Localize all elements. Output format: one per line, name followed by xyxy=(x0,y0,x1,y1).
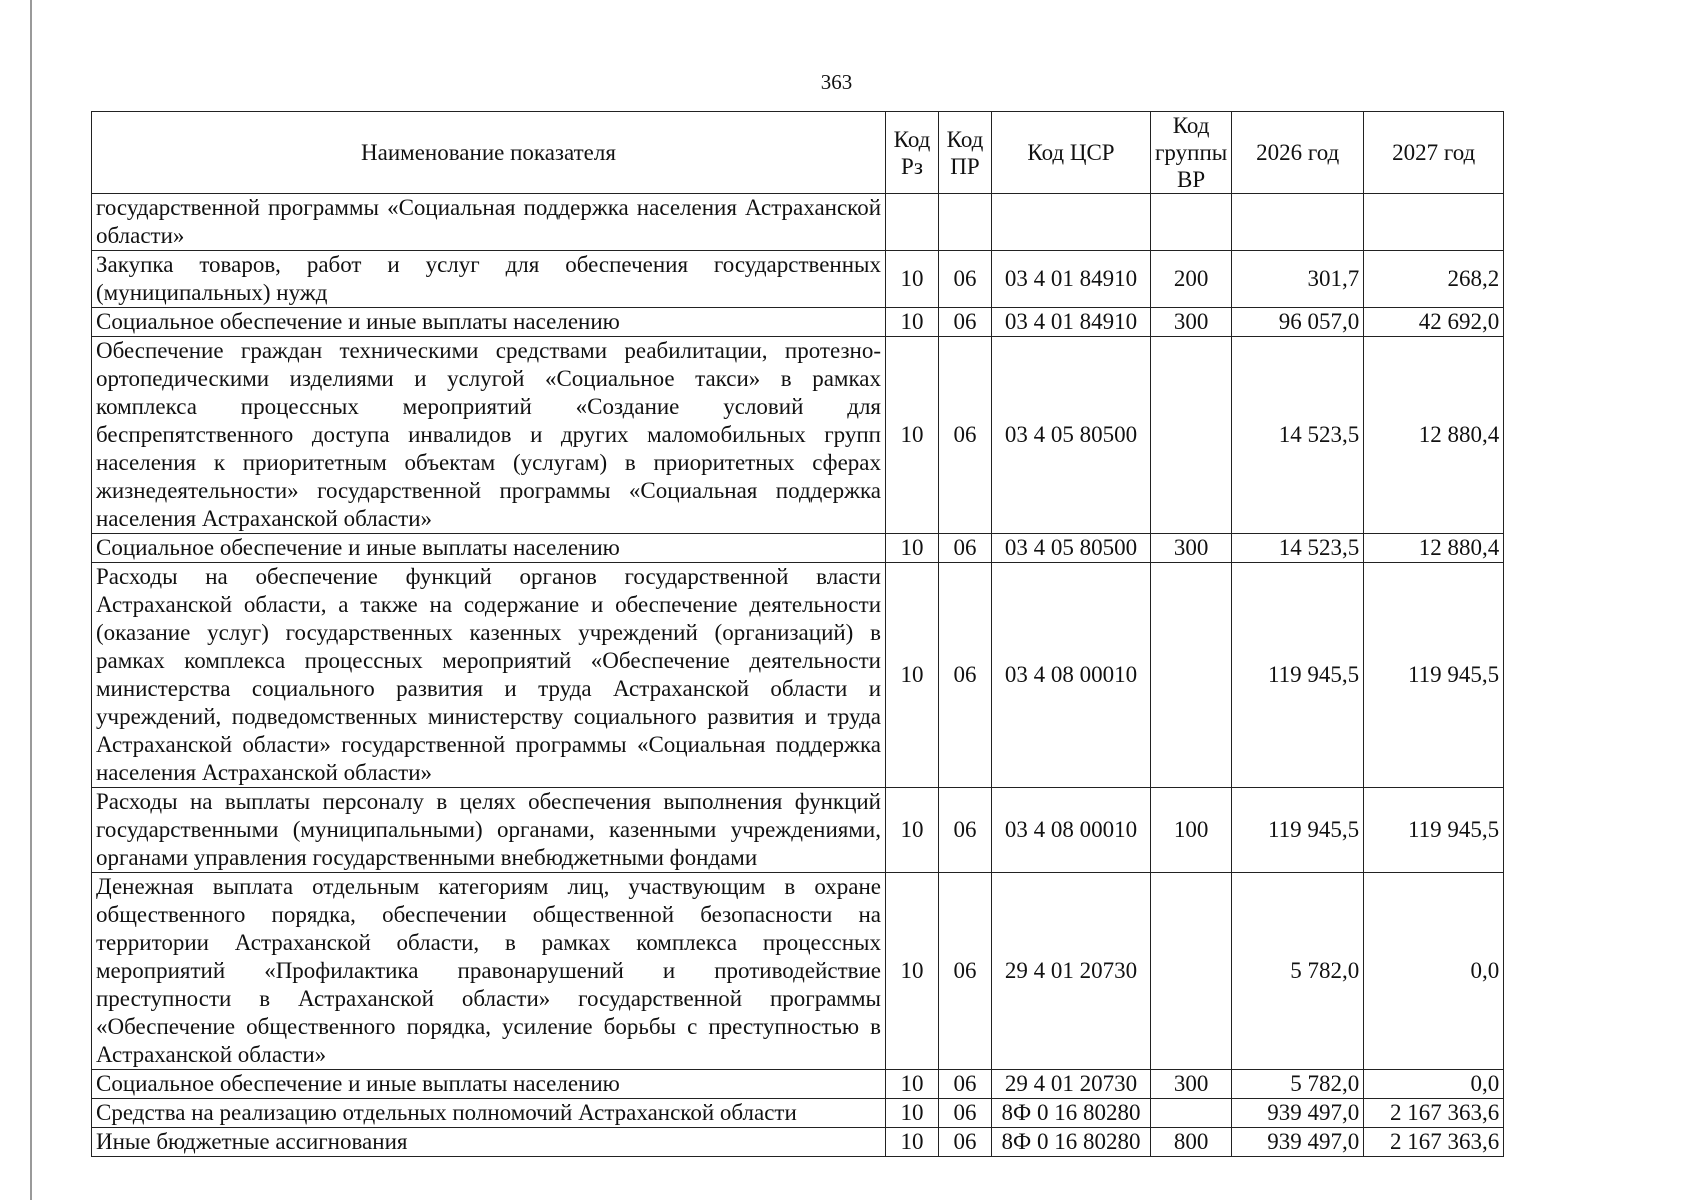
table-row xyxy=(92,308,1504,337)
cell-pr: 06 xyxy=(939,788,992,873)
cell-pr: 06 xyxy=(939,308,992,337)
cell-rz: 10 xyxy=(886,308,939,337)
cell-vr: 800 xyxy=(1151,1128,1232,1157)
table-row xyxy=(92,534,1504,563)
cell-rz: 10 xyxy=(886,1128,939,1157)
cell-rz: 10 xyxy=(886,251,939,308)
cell-2026: 14 523,5 xyxy=(1232,534,1364,563)
table-row xyxy=(92,1070,1504,1099)
cell-pr: 06 xyxy=(939,1070,992,1099)
cell-rz: 10 xyxy=(886,534,939,563)
header-2027: 2027 год xyxy=(1364,112,1504,194)
cell-pr: 06 xyxy=(939,251,992,308)
cell-vr: 100 xyxy=(1151,788,1232,873)
cell-pr: 06 xyxy=(939,337,992,534)
cell-vr xyxy=(1151,563,1232,788)
cell-vr xyxy=(1151,873,1232,1070)
cell-csr: 03 4 05 80500 xyxy=(992,534,1151,563)
table-row xyxy=(92,563,1504,788)
cell-rz: 10 xyxy=(886,873,939,1070)
table-row xyxy=(92,194,1504,251)
cell-2027: 2 167 363,6 xyxy=(1364,1099,1504,1128)
cell-name: Закупка товаров, работ и услуг для обеспечения государственных (муниципальных) нужд xyxy=(92,251,886,308)
cell-pr xyxy=(939,194,992,251)
cell-pr: 06 xyxy=(939,873,992,1070)
cell-csr: 03 4 08 00010 xyxy=(992,788,1151,873)
table-row xyxy=(92,337,1504,534)
header-vr: Код группы ВР xyxy=(1151,112,1232,194)
cell-csr: 29 4 01 20730 xyxy=(992,1070,1151,1099)
cell-csr: 8Ф 0 16 80280 xyxy=(992,1099,1151,1128)
cell-2026: 939 497,0 xyxy=(1232,1099,1364,1128)
cell-vr xyxy=(1151,1099,1232,1128)
header-pr: Код ПР xyxy=(939,112,992,194)
cell-2026: 5 782,0 xyxy=(1232,873,1364,1070)
cell-2026: 96 057,0 xyxy=(1232,308,1364,337)
cell-pr: 06 xyxy=(939,1099,992,1128)
cell-2027: 0,0 xyxy=(1364,1070,1504,1099)
cell-2027: 12 880,4 xyxy=(1364,337,1504,534)
cell-rz: 10 xyxy=(886,1070,939,1099)
cell-name: Социальное обеспечение и иные выплаты населению xyxy=(92,534,886,563)
cell-2027: 119 945,5 xyxy=(1364,788,1504,873)
page-number: 363 xyxy=(820,70,853,94)
cell-csr: 03 4 01 84910 xyxy=(992,308,1151,337)
cell-csr: 8Ф 0 16 80280 xyxy=(992,1128,1151,1157)
cell-2026: 301,7 xyxy=(1232,251,1364,308)
cell-2027: 0,0 xyxy=(1364,873,1504,1070)
cell-name: Денежная выплата отдельным категориям лиц, участвующим в охране общественного порядка, обеспечении общественной безопасности на территории Астраханской области, в рамках комплекса процессных мероприятий «Профилактика правонарушений и противодействие преступности в Астраханской области» государственной программы «Обеспечение общественного порядка, усиление борьбы с преступностью в Астраханской области» xyxy=(92,873,886,1070)
cell-2026 xyxy=(1232,194,1364,251)
cell-2026: 939 497,0 xyxy=(1232,1128,1364,1157)
table-row xyxy=(92,1128,1504,1157)
cell-2026: 5 782,0 xyxy=(1232,1070,1364,1099)
cell-rz: 10 xyxy=(886,337,939,534)
cell-csr xyxy=(992,194,1151,251)
cell-rz: 10 xyxy=(886,563,939,788)
cell-vr: 300 xyxy=(1151,534,1232,563)
cell-2026: 119 945,5 xyxy=(1232,788,1364,873)
cell-pr: 06 xyxy=(939,563,992,788)
cell-name: Расходы на выплаты персоналу в целях обеспечения выполнения функций государственными (муниципальными) органами, казенными учреждениями, органами управления государственными внебюджетными фондами xyxy=(92,788,886,873)
cell-vr: 300 xyxy=(1151,1070,1232,1099)
cell-pr: 06 xyxy=(939,1128,992,1157)
table-row xyxy=(92,873,1504,1070)
cell-2027: 12 880,4 xyxy=(1364,534,1504,563)
cell-2027: 42 692,0 xyxy=(1364,308,1504,337)
cell-csr: 03 4 05 80500 xyxy=(992,337,1151,534)
header-2026: 2026 год xyxy=(1232,112,1364,194)
cell-rz xyxy=(886,194,939,251)
cell-vr xyxy=(1151,337,1232,534)
cell-2027: 268,2 xyxy=(1364,251,1504,308)
cell-csr: 29 4 01 20730 xyxy=(992,873,1151,1070)
cell-name: государственной программы «Социальная поддержка населения Астраханской области» xyxy=(92,194,886,251)
cell-name: Расходы на обеспечение функций органов государственной власти Астраханской области, а также на содержание и обеспечение деятельности (оказание услуг) государственных казенных учреждений (организаций) в рамках комплекса процессных мероприятий «Обеспечение деятельности министерства социального развития и труда Астраханской области и учреждений, подведомственных министерству социального развития и труда Астраханской области» государственной программы «Социальная поддержка населения Астраханской области» xyxy=(92,563,886,788)
cell-pr: 06 xyxy=(939,534,992,563)
table-row xyxy=(92,251,1504,308)
cell-csr: 03 4 08 00010 xyxy=(992,563,1151,788)
cell-name: Иные бюджетные ассигнования xyxy=(92,1128,886,1157)
cell-2026: 119 945,5 xyxy=(1232,563,1364,788)
cell-rz: 10 xyxy=(886,788,939,873)
cell-2027 xyxy=(1364,194,1504,251)
cell-name: Социальное обеспечение и иные выплаты населению xyxy=(92,1070,886,1099)
cell-vr xyxy=(1151,194,1232,251)
scan-margin-line xyxy=(30,0,32,1200)
cell-name: Социальное обеспечение и иные выплаты населению xyxy=(92,308,886,337)
header-rz: Код Рз xyxy=(886,112,939,194)
cell-name: Средства на реализацию отдельных полномочий Астраханской области xyxy=(92,1099,886,1128)
header-name: Наименование показателя xyxy=(92,112,886,194)
cell-2027: 2 167 363,6 xyxy=(1364,1128,1504,1157)
cell-vr: 200 xyxy=(1151,251,1232,308)
table-row xyxy=(92,1099,1504,1128)
cell-csr: 03 4 01 84910 xyxy=(992,251,1151,308)
cell-2026: 14 523,5 xyxy=(1232,337,1364,534)
header-csr: Код ЦСР xyxy=(992,112,1151,194)
cell-2027: 119 945,5 xyxy=(1364,563,1504,788)
budget-table xyxy=(91,111,1504,1157)
cell-rz: 10 xyxy=(886,1099,939,1128)
table-header-row xyxy=(92,112,1504,194)
cell-vr: 300 xyxy=(1151,308,1232,337)
table-row xyxy=(92,788,1504,873)
cell-name: Обеспечение граждан техническими средствами реабилитации, протезно-ортопедическими изделиями и услугой «Социальное такси» в рамках комплекса процессных мероприятий «Создание условий для беспрепятственного доступа инвалидов и других маломобильных групп населения к приоритетным объектам (услугам) в приоритетных сферах жизнедеятельности» государственной программы «Социальная поддержка населения Астраханской области» xyxy=(92,337,886,534)
